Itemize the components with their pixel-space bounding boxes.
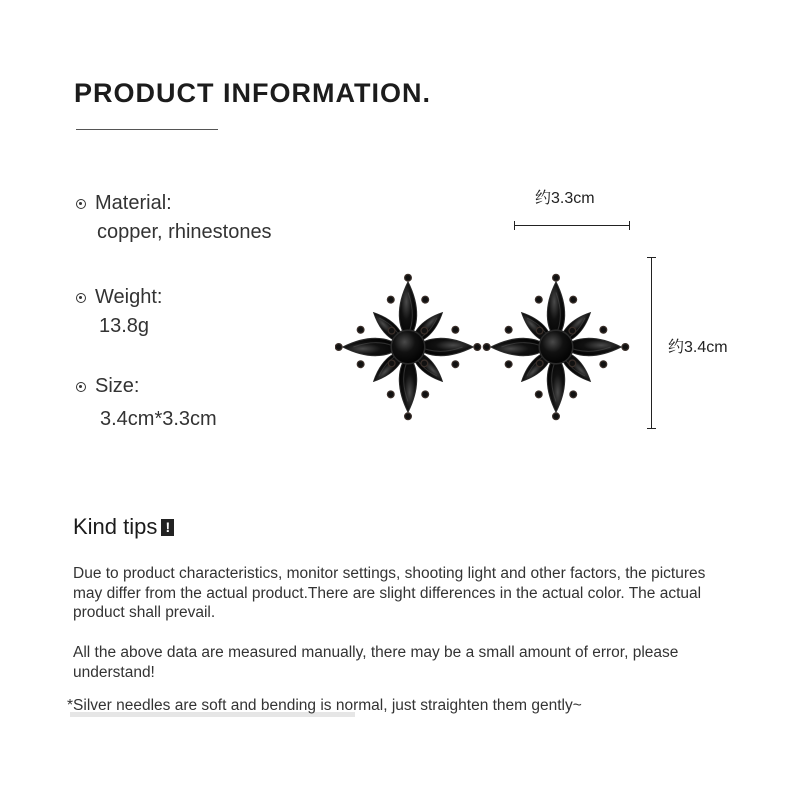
earrings-image [335, 272, 631, 422]
height-dimension-label: 约3.4cm [668, 339, 728, 356]
spec-value: 3.4cm*3.3cm [100, 408, 217, 430]
kind-tips-label: Kind tips [73, 514, 158, 539]
needle-note: *Silver needles are soft and bending is normal, just straighten them gently~ [67, 697, 582, 714]
width-dimension-label: 约3.3cm [535, 190, 595, 207]
left-earring [335, 274, 480, 419]
width-dimension-line [514, 225, 630, 226]
tips-paragraph-1: Due to product characteristics, monitor settings, shooting light and other factors, the pictures may differ from the actual product.There are slight differences in the actual color. The actual product shall prevail. [73, 565, 706, 621]
bullet-icon [76, 382, 86, 392]
exclamation-icon: ! [161, 519, 174, 536]
page-title: PRODUCT INFORMATION. [74, 78, 431, 108]
spec-value: copper, rhinestones [97, 221, 272, 243]
spec-material [76, 192, 272, 244]
spec-value: 13.8g [99, 315, 150, 337]
spec-size [76, 375, 217, 431]
tips-paragraph-2: All the above data are measured manually, there may be a small amount of error, please understand! [73, 644, 679, 681]
spec-label: Material: [95, 192, 172, 214]
spec-label: Weight: [95, 286, 163, 308]
spec-weight [76, 286, 162, 338]
spec-label: Size: [95, 375, 140, 397]
kind-tips-heading [73, 514, 174, 540]
bullet-icon [76, 199, 86, 209]
right-earring [483, 274, 628, 419]
bullet-icon [76, 293, 86, 303]
title-underline [76, 129, 218, 130]
height-dimension-line [651, 257, 652, 429]
